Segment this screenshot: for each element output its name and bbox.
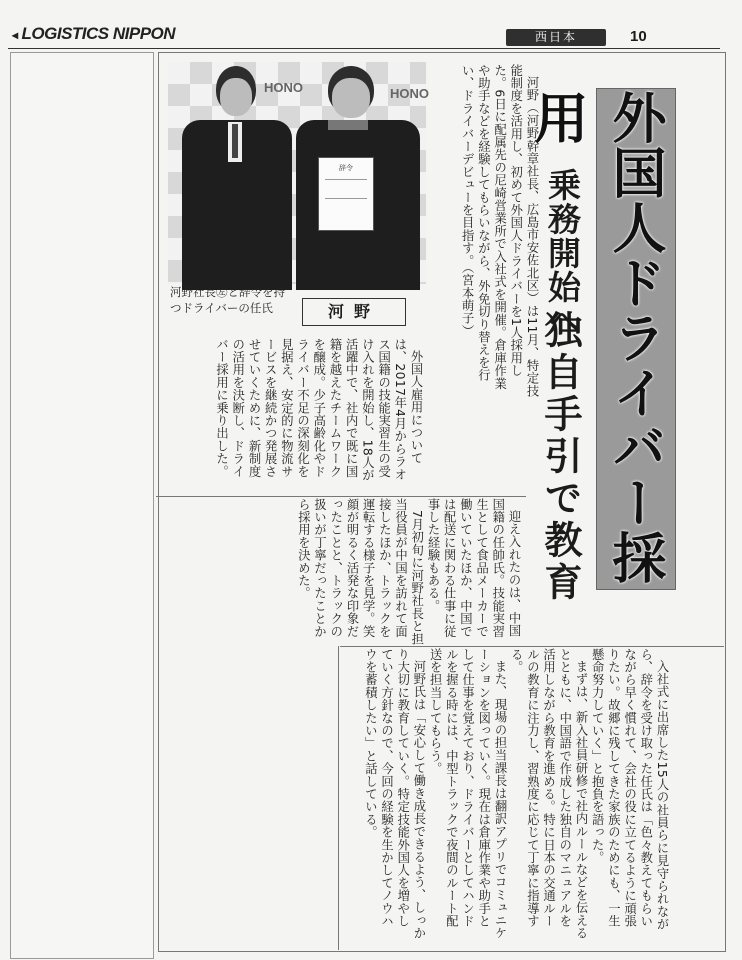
- page-number: 10: [630, 28, 647, 45]
- subheadline: 乗務開始へ: [543, 168, 582, 338]
- photo-brand-logo: HONO: [264, 80, 303, 95]
- photo-brand-logo: HONO: [390, 86, 429, 101]
- paragraph: 外国人雇用については、2017年4月からラオス国籍の技能実習生の受け入れを開始し、18人が活躍中で、社内で既に国籍を越えたチームワークを醸成。少子高齢化やドライバー不足の深刻化を見据え、安定的に物流サービスを継続かつ発展させていくために、新制度の活用を決断し、ドライバー採用に乗り出した。: [214, 338, 423, 482]
- region-label: 西日本: [506, 29, 606, 46]
- paragraph: 入社式に出席した15人の社員らに見守られながら、辞令を受け取った任氏は「色々教えてもらいながら早く慣れて、会社の役に立てるように頑張りたい。故郷に残してきた家族のためにも、一生懸命努力していく」と抱負を語った。: [590, 648, 669, 931]
- paragraph: 河野氏は「安心して働き成長できるよう、しっかり大切に教育していく。特定技能外国人を増やしていく方針なので、今回の経験を生かしてノウハウを蓄積したい」と話している。: [363, 648, 426, 940]
- photo-caption: 河野社長㊧と辞令を持つドライバーの任氏: [170, 285, 285, 315]
- header-rule: [8, 48, 720, 49]
- subheadline: 独自手引で教育: [538, 310, 582, 604]
- paragraph: また、現場の担当課長は翻訳アプリでコミュニケーションを図っていく。現在は倉庫作業や助手として仕事を覚えており、ドライバーとしてハンドルを握る時には、中型トラックで夜間のルート配送を担当してもらう。: [428, 648, 507, 940]
- body-column: [296, 498, 522, 648]
- paragraph: 7月初旬に河野社長と担当役員が中国を訪れて面接したほか、トラックを運転する様子を見学。笑顔が明るく活発な印象だったことと、トラックの扱いが丁寧だったことから採用を決めた。: [296, 498, 424, 646]
- blank-column: [10, 52, 154, 959]
- paragraph: 迎え入れたのは、中国国籍の任帥氏。技能実習生として食品メーカーで働いていたほか、中国では配送に関わる仕事に従事した経験もある。: [425, 498, 521, 638]
- body-column: [168, 338, 424, 488]
- column-divider: [156, 496, 526, 497]
- paragraph: まずは、新入社員研修で社内ルールなどを伝えるとともに、中国語で作成した独自のマニュアルを活用しながら教育を進める。特に日本の交通ルールの教育に注力し、習熟度に応じて丁寧に指導する。: [509, 648, 588, 940]
- certificate: 辞令: [318, 157, 374, 231]
- paragraph: 河野（河野幹章社長、広島市安佐北区）は11月、特定技能制度を活用し、初めて外国人ドライバーを1人採用した。6日に配属先の尼崎営業所で入社式を開催。倉庫作業や助手などを経験してもらいながら、外免切り替えを行い、ドライバーデビューを目指す。（宮本萌子）: [460, 64, 539, 398]
- lead-paragraph: [428, 64, 540, 398]
- column-divider: [340, 646, 724, 647]
- masthead: ◂ LOGISTICS NIPPON: [12, 24, 175, 44]
- article-photo: [168, 62, 429, 284]
- headline: 外国人ドライバー採用: [526, 90, 667, 585]
- byline-box: 河野: [302, 298, 406, 326]
- body-column: [344, 648, 670, 940]
- column-divider: [338, 646, 339, 950]
